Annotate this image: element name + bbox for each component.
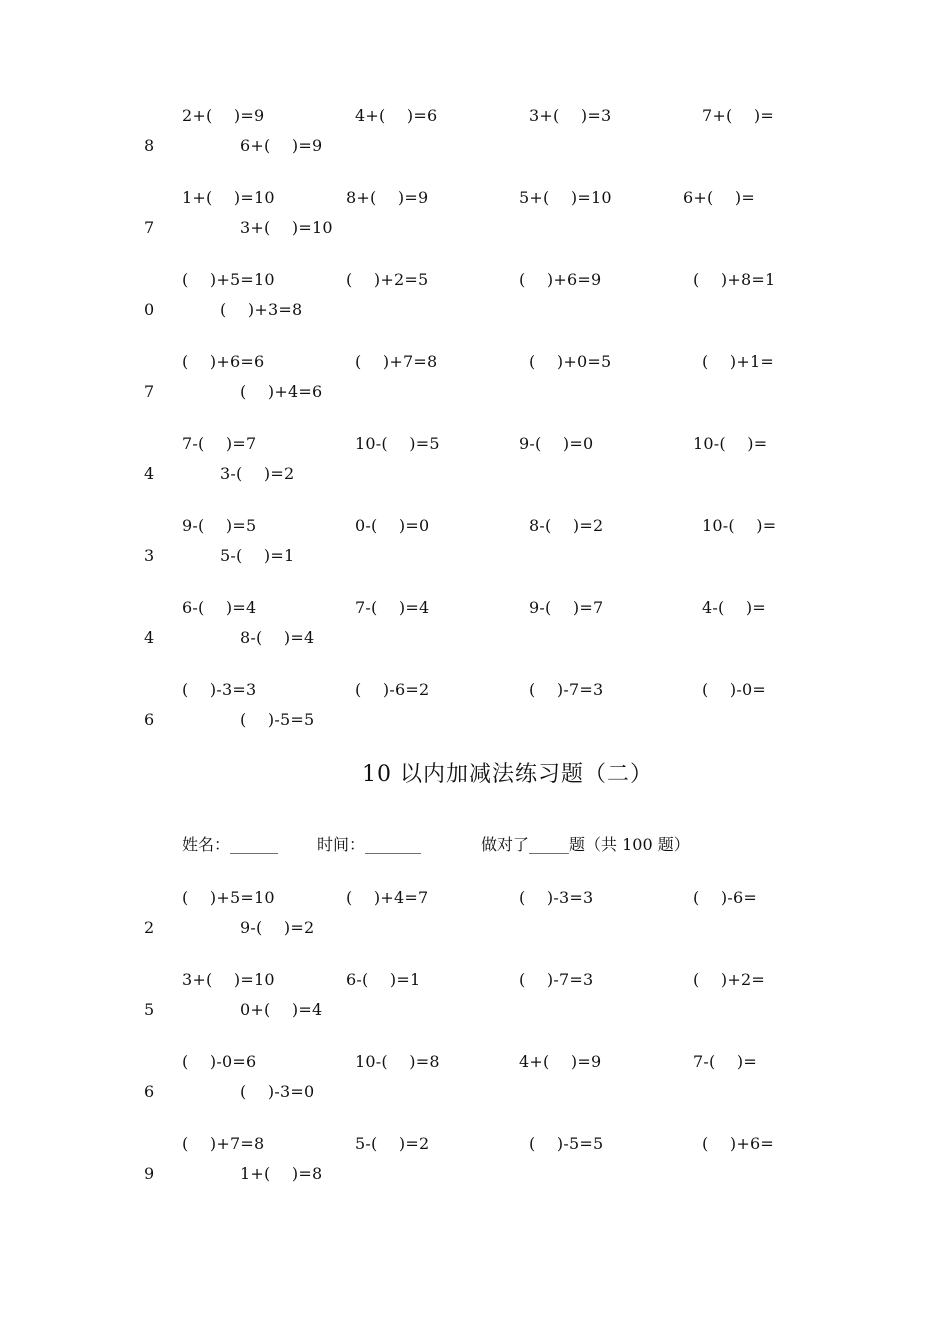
wrapped-answer-digit: 9 [144, 1164, 155, 1183]
name-field: 姓名：______ [182, 835, 279, 854]
problem-item: 2+( )=9 [182, 106, 265, 125]
problem-item: ( )+1= [702, 352, 774, 371]
problem-item: 6+( )=9 [240, 136, 323, 155]
problem-item: 10-( )= [702, 516, 777, 535]
wrapped-answer-digit: 8 [144, 136, 155, 155]
time-field: 时间：_______ [317, 835, 422, 854]
problem-item: ( )-3=3 [519, 888, 594, 907]
worksheet-title: 10 以内加减法练习题（二） [362, 762, 653, 787]
problem-item: 4+( )=6 [355, 106, 438, 125]
problem-item: ( )+6=9 [519, 270, 602, 289]
wrapped-answer-digit: 4 [144, 628, 155, 647]
problem-item: ( )-5=5 [529, 1134, 604, 1153]
wrapped-answer-digit: 4 [144, 464, 155, 483]
problem-item: 3+( )=10 [240, 218, 333, 237]
problem-item: 1+( )=10 [182, 188, 275, 207]
problem-item: ( )-3=0 [240, 1082, 315, 1101]
problem-item: ( )+7=8 [355, 352, 438, 371]
score-field: 做对了_____题（共 100 题） [481, 835, 690, 854]
wrapped-answer-digit: 6 [144, 710, 155, 729]
problem-item: 6+( )= [683, 188, 755, 207]
problem-item: 5-( )=1 [220, 546, 295, 565]
problem-item: 7-( )= [693, 1052, 757, 1071]
problem-item: 9-( )=5 [182, 516, 257, 535]
problem-item: 3+( )=10 [182, 970, 275, 989]
problem-item: ( )+4=7 [346, 888, 429, 907]
problem-item: ( )+0=5 [529, 352, 612, 371]
wrapped-answer-digit: 0 [144, 300, 155, 319]
problem-item: ( )+7=8 [182, 1134, 265, 1153]
problem-item: 10-( )=5 [355, 434, 440, 453]
problem-item: 8-( )=4 [240, 628, 315, 647]
problem-item: ( )+2= [693, 970, 765, 989]
problem-item: ( )+3=8 [220, 300, 303, 319]
problem-item: 10-( )= [693, 434, 768, 453]
problem-item: 3+( )=3 [529, 106, 612, 125]
problem-item: 4-( )= [702, 598, 766, 617]
problem-item: 8-( )=2 [529, 516, 604, 535]
wrapped-answer-digit: 5 [144, 1000, 155, 1019]
problem-item: ( )+5=10 [182, 270, 275, 289]
problem-item: ( )-3=3 [182, 680, 257, 699]
problem-item: 4+( )=9 [519, 1052, 602, 1071]
problem-item: 9-( )=7 [529, 598, 604, 617]
problem-item: 6-( )=4 [182, 598, 257, 617]
problem-item: ( )-0=6 [182, 1052, 257, 1071]
problem-item: 7+( )= [702, 106, 774, 125]
wrapped-answer-digit: 2 [144, 918, 155, 937]
problem-item: 1+( )=8 [240, 1164, 323, 1183]
problem-item: 0+( )=4 [240, 1000, 323, 1019]
problem-item: 9-( )=0 [519, 434, 594, 453]
problem-item: ( )-6= [693, 888, 757, 907]
problem-item: 6-( )=1 [346, 970, 421, 989]
wrapped-answer-digit: 7 [144, 218, 155, 237]
wrapped-answer-digit: 7 [144, 382, 155, 401]
problem-item: ( )+2=5 [346, 270, 429, 289]
wrapped-answer-digit: 3 [144, 546, 155, 565]
problem-item: ( )+6= [702, 1134, 774, 1153]
problem-item: ( )+4=6 [240, 382, 323, 401]
problem-item: ( )-7=3 [519, 970, 594, 989]
problem-item: ( )-6=2 [355, 680, 430, 699]
problem-item: 7-( )=7 [182, 434, 257, 453]
problem-item: ( )-0= [702, 680, 766, 699]
problem-item: 10-( )=8 [355, 1052, 440, 1071]
problem-item: 3-( )=2 [220, 464, 295, 483]
problem-item: ( )-7=3 [529, 680, 604, 699]
problem-item: 8+( )=9 [346, 188, 429, 207]
wrapped-answer-digit: 6 [144, 1082, 155, 1101]
problem-item: ( )+6=6 [182, 352, 265, 371]
problem-item: ( )-5=5 [240, 710, 315, 729]
problem-item: ( )+8=1 [693, 270, 776, 289]
problem-item: 5+( )=10 [519, 188, 612, 207]
problem-item: 7-( )=4 [355, 598, 430, 617]
problem-item: 5-( )=2 [355, 1134, 430, 1153]
problem-item: 0-( )=0 [355, 516, 430, 535]
problem-item: ( )+5=10 [182, 888, 275, 907]
problem-item: 9-( )=2 [240, 918, 315, 937]
